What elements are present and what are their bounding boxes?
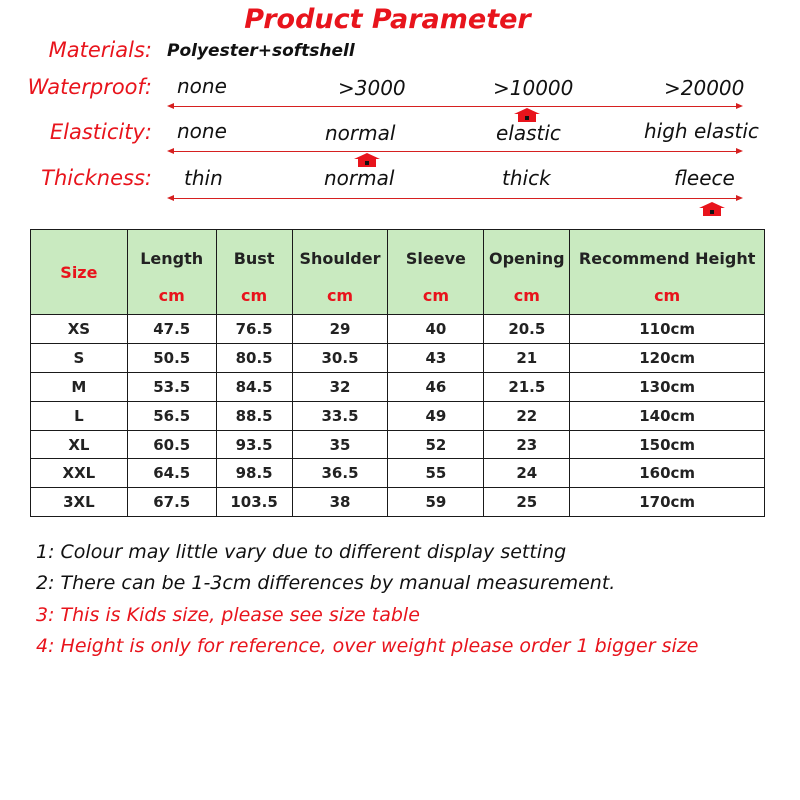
column-unit: cm [158,286,185,305]
size-table [30,229,765,517]
size-cell: XS [31,315,128,344]
shoulder-column-header [292,230,388,315]
waterproof-option-1: none [177,74,227,98]
recommend-height-column-header [570,230,765,315]
column-name: Recommend Height [578,249,756,268]
table-row [31,430,765,459]
waterproof-scale-line [172,106,737,107]
table-cell: 76.5 [216,315,292,344]
table-row [31,315,765,344]
thickness-scale-line [172,198,737,199]
elasticity-label: Elasticity: [49,120,152,144]
materials-label: Materials: [48,38,152,62]
size-cell: XXL [31,459,128,488]
thickness-label: Thickness: [41,166,152,190]
table-row [31,488,765,517]
table-cell: 47.5 [127,315,216,344]
thickness-option-2: normal [324,166,395,190]
table-cell: 35 [292,430,388,459]
elasticity-option-2: normal [325,121,396,145]
size-cell: S [31,343,128,372]
table-cell: 50.5 [127,343,216,372]
size-cell: XL [31,430,128,459]
note-2: 2: There can be 1-3cm differences by manual measurement. [36,572,616,594]
column-name: Shoulder [299,249,381,268]
column-unit: cm [513,286,540,305]
table-cell: 22 [484,401,570,430]
table-cell: 98.5 [216,459,292,488]
elasticity-option-3: elastic [496,121,561,145]
table-cell: 29 [292,315,388,344]
table-cell: 43 [388,343,484,372]
table-cell: 33.5 [292,401,388,430]
table-cell: 59 [388,488,484,517]
waterproof-scale-right-arrow-icon [736,103,743,109]
table-cell: 120cm [570,343,765,372]
thickness-option-4: fleece [674,166,735,190]
table-cell: 32 [292,372,388,401]
table-cell: 25 [484,488,570,517]
thickness-selected-marker-icon [697,202,727,216]
column-unit: cm [654,286,681,305]
table-cell: 23 [484,430,570,459]
table-cell: 46 [388,372,484,401]
table-cell: 110cm [570,315,765,344]
waterproof-option-2: >3000 [338,76,406,100]
length-column-header [127,230,216,315]
table-cell: 21.5 [484,372,570,401]
size-table-body [31,315,765,517]
table-cell: 60.5 [127,430,216,459]
note-4: 4: Height is only for reference, over weight please order 1 bigger size [36,635,699,657]
column-name: Bust [233,249,275,268]
table-cell: 36.5 [292,459,388,488]
elasticity-option-4: high elastic [644,119,759,143]
table-header-row [31,230,765,315]
column-unit: cm [241,286,268,305]
table-cell: 170cm [570,488,765,517]
table-cell: 64.5 [127,459,216,488]
table-cell: 21 [484,343,570,372]
table-cell: 53.5 [127,372,216,401]
table-cell: 24 [484,459,570,488]
note-3: 3: This is Kids size, please see size table [36,604,420,626]
note-1: 1: Colour may little vary due to different display setting [36,541,567,563]
table-cell: 150cm [570,430,765,459]
size-cell: 3XL [31,488,128,517]
waterproof-selected-marker-icon [512,108,542,122]
table-cell: 56.5 [127,401,216,430]
table-cell: 140cm [570,401,765,430]
table-cell: 52 [388,430,484,459]
thickness-option-3: thick [502,166,551,190]
table-cell: 103.5 [216,488,292,517]
opening-column-header [484,230,570,315]
waterproof-label: Waterproof: [27,75,152,99]
table-cell: 80.5 [216,343,292,372]
waterproof-option-3: >10000 [493,76,574,100]
table-cell: 84.5 [216,372,292,401]
table-cell: 55 [388,459,484,488]
table-cell: 130cm [570,372,765,401]
column-name: Opening [489,249,565,268]
size-cell: L [31,401,128,430]
size-column-header: Size [31,230,128,315]
table-row [31,343,765,372]
table-row [31,372,765,401]
table-cell: 93.5 [216,430,292,459]
thickness-option-1: thin [184,166,223,190]
thickness-scale-right-arrow-icon [736,195,743,201]
table-row [31,401,765,430]
sleeve-column-header [388,230,484,315]
page-title: Product Parameter [244,4,531,35]
waterproof-option-4: >20000 [664,76,745,100]
bust-column-header [216,230,292,315]
size-cell: M [31,372,128,401]
table-cell: 49 [388,401,484,430]
elasticity-option-1: none [177,119,227,143]
elasticity-selected-marker-icon [352,153,382,167]
table-cell: 67.5 [127,488,216,517]
column-unit: cm [422,286,449,305]
table-cell: 88.5 [216,401,292,430]
table-cell: 38 [292,488,388,517]
table-cell: 40 [388,315,484,344]
table-cell: 20.5 [484,315,570,344]
table-row [31,459,765,488]
elasticity-scale-line [172,151,737,152]
table-cell: 160cm [570,459,765,488]
table-cell: 30.5 [292,343,388,372]
elasticity-scale-right-arrow-icon [736,148,743,154]
materials-value: Polyester+softshell [167,41,355,61]
column-name: Sleeve [405,249,466,268]
column-name: Length [140,249,204,268]
column-unit: cm [326,286,354,305]
